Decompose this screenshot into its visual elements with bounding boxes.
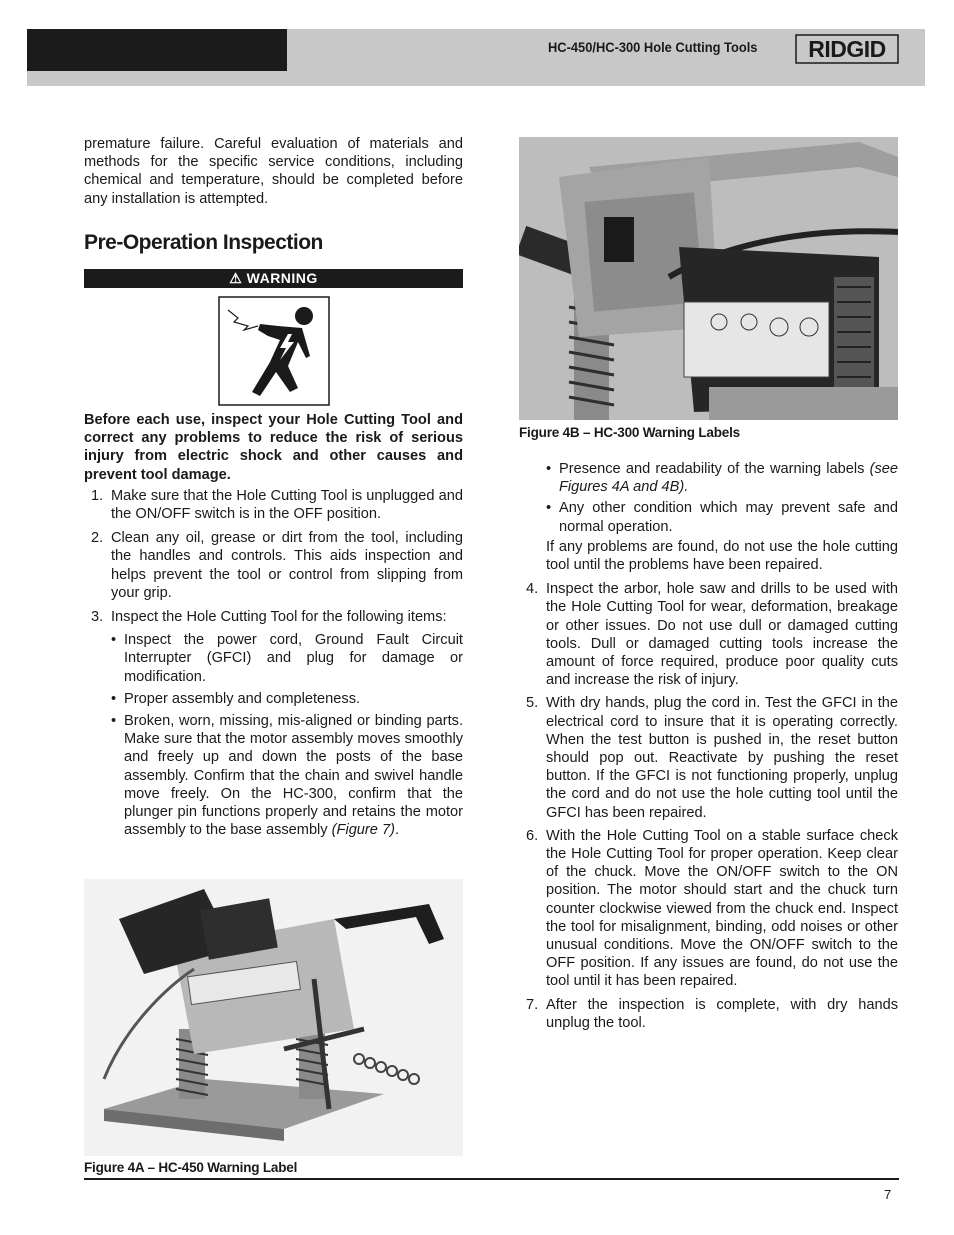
list-item: 6. With the Hole Cutting Tool on a stable surface check the Hole Cutting Tool for proper operation. Keep clear of the chuck. Move the ON/OFF switch to the ON position. The motor should start and the chuck turn counter clockwise viewed from the chuck end. Inspect the tool for misalignment, binding, odd noises or other unusual conditions. Move the ON/OFF switch to the OFF position. If any issues are found, do not use the tool until it has been repaired. [526, 827, 898, 990]
figure-4b-caption: Figure 4B – HC-300 Warning Labels [519, 425, 740, 440]
list-item: 3. Inspect the Hole Cutting Tool for the following items: • Inspect the power cord, Ground Fault Circuit Interrupter (GFCI) and plug for damage or modification. • Proper assembly and completeness. • Broken, worn, missing, mis-aligned or binding parts. Make sure that the motor assembly moves smoothly and freely up and down the posts of the base assembly. Confirm that the chain and swivel handle move freely. On the HC-300, confirm that the plunger pin functions properly and retains the motor assembly to the base assembly (Figure 7). [91, 609, 463, 839]
header-black-block [27, 29, 287, 71]
figure-4a-photo [84, 879, 463, 1156]
figure-reference: (see Figures 4A and 4B). [559, 461, 898, 496]
list-item: • Broken, worn, missing, mis-aligned or binding parts. Make sure that the motor assembly moves smoothly and freely up and down the posts of the base assembly. Confirm that the chain and swivel handle move freely. On the HC-300, confirm that the plunger pin functions properly and retains the motor assembly to the base assembly (Figure 7). [111, 713, 463, 839]
figure-reference: (Figure 7) [331, 822, 395, 839]
list-item: • Any other condition which may prevent safe and normal operation. [546, 500, 898, 535]
page-number: 7 [884, 1187, 892, 1202]
steps-list-right [519, 580, 898, 1032]
list-item: • Inspect the power cord, Ground Fault Circuit Interrupter (GFCI) and plug for damage or modification. [111, 632, 463, 685]
footer-rule [84, 1178, 899, 1180]
problems-note: If any problems are found, do not use the hole cutting tool until the problems have been repaired. [546, 538, 898, 574]
right-column [519, 460, 898, 1032]
list-item: 5. With dry hands, plug the cord in. Test the GFCI in the electrical cord to insure that it is operating correctly. When the test button is pushed in, the reset button should pop out. Reactivate by pushing the reset button. If the GFCI is not functioning properly, unplug the cord and do not use the hole cutting tool until the GFCI has been repaired. [526, 695, 898, 821]
list-item: 1. Make sure that the Hole Cutting Tool is unplugged and the ON/OFF switch is in the OFF position. [91, 487, 463, 523]
ridgid-logo [795, 34, 899, 64]
electric-shock-icon [218, 296, 330, 406]
figure-4b-photo [519, 137, 898, 420]
list-item: 4. Inspect the arbor, hole saw and drills to be used with the Hole Cutting Tool for wear, deformation, breakage or other issues. Do not use dull or damaged cutting tools. Dull or damaged cutting tools increase the amount of force required, produce poor quality cuts and increase the risk of injury. [526, 581, 898, 689]
warning-label: WARNING [246, 270, 318, 287]
left-column [84, 135, 463, 839]
bullet-list-right [519, 460, 898, 536]
figure-4a-caption: Figure 4A – HC-450 Warning Label [84, 1160, 298, 1175]
warning-text: Before each use, inspect your Hole Cutting Tool and correct any problems to reduce the risk of serious injury from electric shock and other causes and prevent tool damage. [84, 412, 463, 483]
svg-text:RIDGID: RIDGID [808, 36, 886, 62]
list-item: • Presence and readability of the warning labels (see Figures 4A and 4B). [546, 461, 898, 496]
steps-list-left [84, 487, 463, 840]
header-title: HC-450/HC-300 Hole Cutting Tools [548, 39, 758, 55]
intro-paragraph: premature failure. Careful evaluation of materials and methods for the specific service conditions, including chemical and temperature, should be completed before any installation is attempted. [84, 136, 463, 207]
header-grey-bar [27, 71, 925, 86]
warning-banner [84, 269, 463, 288]
list-item: 7. After the inspection is complete, with dry hands unplug the tool. [526, 996, 898, 1031]
section-heading: Pre-Operation Inspection [84, 230, 323, 254]
bullet-list [111, 631, 463, 839]
list-item: • Proper assembly and completeness. [111, 690, 361, 707]
warning-triangle-icon: ⚠ [229, 270, 243, 287]
list-item: 2. Clean any oil, grease or dirt from the tool, including the handles and controls. This aids inspection and helps prevent the tool or control from slipping from your grip. [91, 530, 463, 601]
